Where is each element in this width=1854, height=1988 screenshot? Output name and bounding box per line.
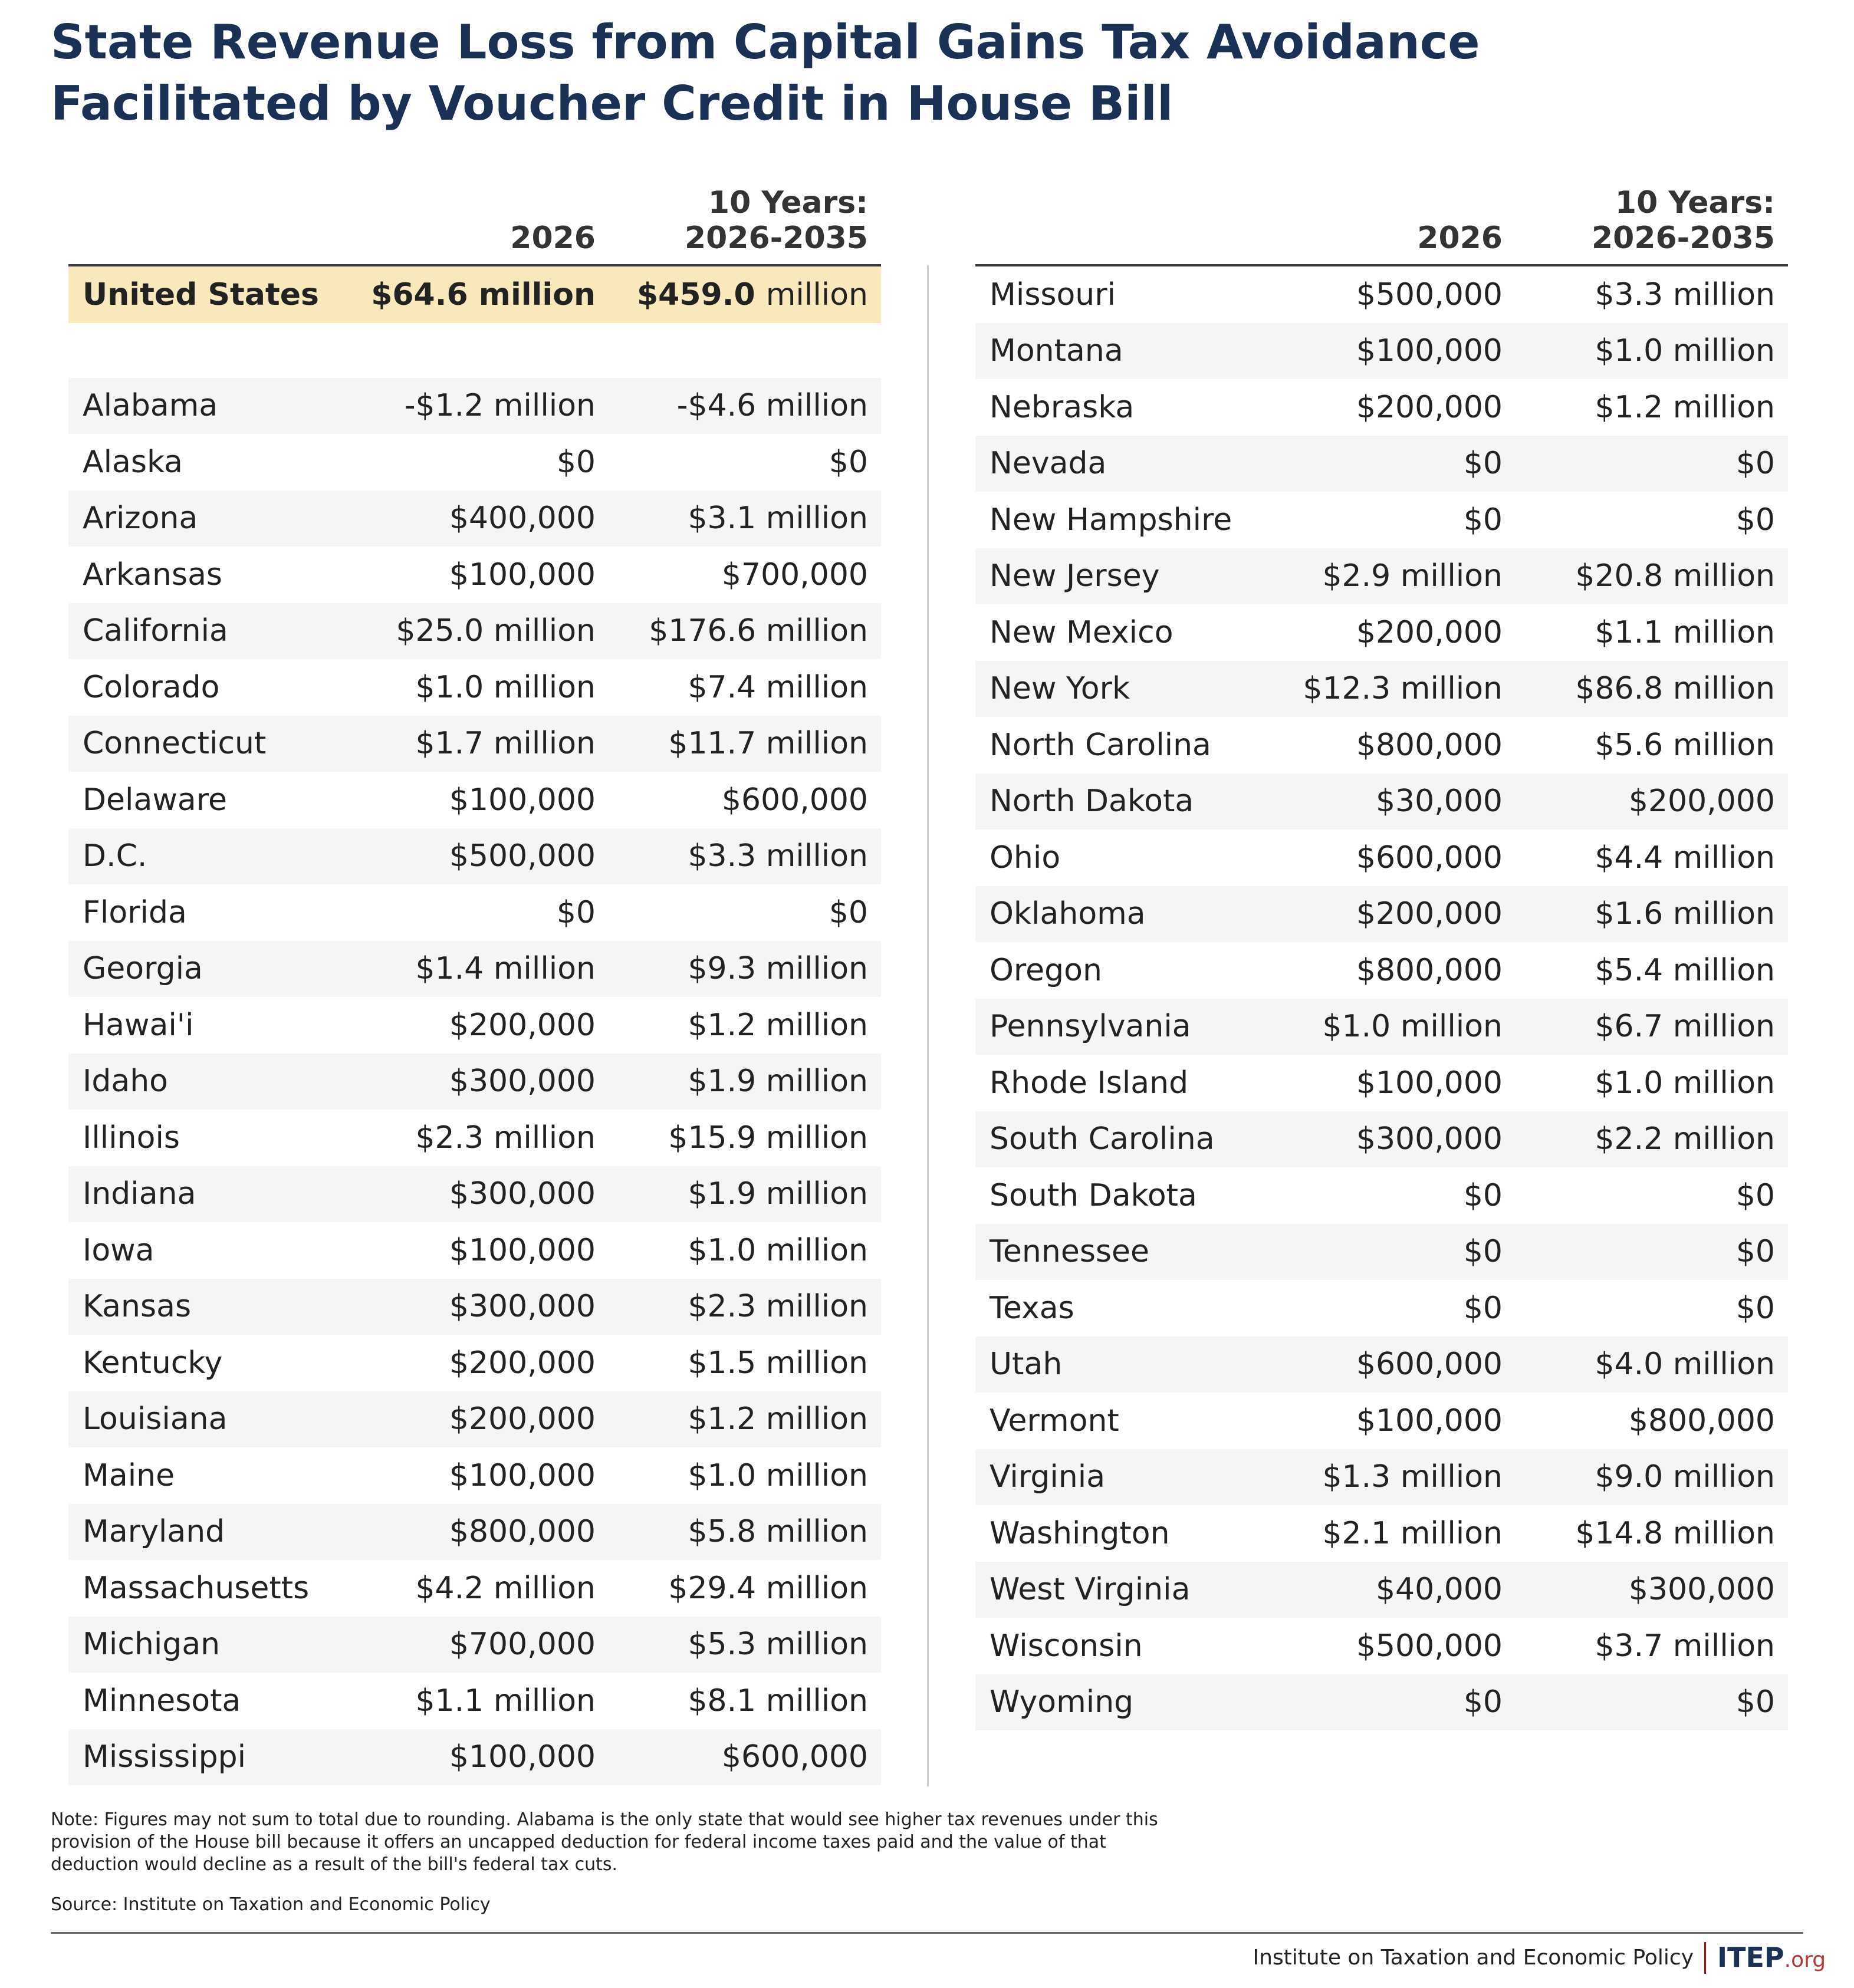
value-10-years: $1.2 million: [688, 1401, 868, 1437]
state-name: Hawai'i: [83, 1007, 194, 1043]
table-row: [975, 323, 1788, 380]
value-10-years: $0: [829, 894, 868, 930]
table-row: [68, 1560, 881, 1617]
state-name: Nebraska: [990, 389, 1135, 425]
value-2026: $400,000: [449, 501, 596, 537]
total-row-united-states: [68, 266, 881, 323]
state-name: New Mexico: [990, 614, 1173, 650]
table-row: [68, 659, 881, 716]
value-10-years: $1.0 million: [1595, 333, 1775, 369]
state-name: California: [83, 613, 228, 649]
state-name: Idaho: [83, 1064, 168, 1100]
value-2026: $300,000: [449, 1289, 596, 1325]
table-spacer: [68, 323, 881, 378]
value-10-years: $0: [1735, 1177, 1775, 1213]
value-10-years: $1.2 million: [1595, 389, 1775, 425]
value-2026: $4.2 million: [415, 1570, 596, 1606]
right-table: [975, 177, 1788, 1730]
value-10-years: $1.6 million: [1595, 896, 1775, 932]
value-10-years-unit: million: [765, 277, 868, 312]
value-2026: $0: [1463, 1684, 1503, 1720]
state-name: Ohio: [990, 840, 1061, 875]
column-divider: [927, 265, 929, 1786]
value-2026: $64.6 million: [371, 277, 596, 312]
value-2026: $1.3 million: [1322, 1459, 1503, 1495]
table-row: [68, 1222, 881, 1279]
value-10-years: $1.9 million: [688, 1176, 868, 1212]
state-name: New Hampshire: [990, 502, 1232, 538]
value-10-years: $14.8 million: [1575, 1515, 1775, 1551]
value-10-years: $1.9 million: [688, 1064, 868, 1100]
value-2026: $1.7 million: [415, 726, 596, 762]
value-2026: $1.0 million: [415, 669, 596, 705]
title-line-1: State Revenue Loss from Capital Gains Tax Avoidance: [51, 15, 1480, 70]
table-row: [975, 436, 1788, 492]
state-name: Minnesota: [83, 1683, 241, 1719]
value-10-years: $3.7 million: [1595, 1628, 1775, 1664]
state-name: Rhode Island: [990, 1065, 1189, 1101]
state-name: Nevada: [990, 446, 1107, 482]
state-name: Washington: [990, 1515, 1170, 1551]
state-name: Illinois: [83, 1120, 180, 1156]
state-name: New Jersey: [990, 558, 1160, 594]
state-name: Mississippi: [83, 1739, 246, 1775]
value-2026: $800,000: [449, 1514, 596, 1550]
value-2026: $12.3 million: [1303, 671, 1503, 707]
state-name: Georgia: [83, 951, 203, 987]
column-header-10-years: [685, 185, 868, 256]
state-name: Massachusetts: [83, 1570, 310, 1606]
value-10-years: $600,000: [721, 1739, 868, 1775]
logo-suffix: .org: [1784, 1948, 1826, 1972]
value-10-years: $2.2 million: [1595, 1121, 1775, 1157]
state-name: Maryland: [83, 1514, 225, 1550]
value-2026: $600,000: [1356, 1347, 1503, 1383]
value-2026: $100,000: [1356, 333, 1503, 369]
table-row: [68, 1279, 881, 1335]
state-name: Tennessee: [990, 1234, 1149, 1270]
value-10-years: $7.4 million: [688, 669, 868, 705]
table-row: [68, 378, 881, 435]
value-2026: $2.1 million: [1322, 1515, 1503, 1551]
value-10-years: $1.0 million: [688, 1232, 868, 1268]
value-2026: $100,000: [449, 557, 596, 593]
left-table: [68, 177, 881, 1785]
state-name: Iowa: [83, 1232, 154, 1268]
column-header: [975, 177, 1788, 264]
table-row: [68, 434, 881, 491]
footer-separator: [1704, 1942, 1706, 1974]
title-line-2: Facilitated by Voucher Credit in House Bill: [51, 76, 1173, 131]
state-name: Maine: [83, 1457, 175, 1493]
value-10-years: $3.1 million: [688, 501, 868, 537]
value-10-years: $0: [1735, 446, 1775, 482]
table-row: [975, 774, 1788, 830]
state-name: Missouri: [990, 277, 1116, 312]
table-row: [68, 1110, 881, 1166]
value-2026: $0: [1463, 1290, 1503, 1326]
value-2026: $2.9 million: [1322, 558, 1503, 594]
state-name: Montana: [990, 333, 1123, 369]
table-row: [68, 941, 881, 998]
value-10-years: $29.4 million: [668, 1570, 868, 1606]
state-name: Florida: [83, 894, 187, 930]
value-2026: $700,000: [449, 1627, 596, 1663]
value-2026: $100,000: [449, 1232, 596, 1268]
value-10-years: $176.6 million: [649, 613, 868, 649]
table-row: [975, 266, 1788, 323]
column-header-10-years-line2: 2026-2035: [1591, 220, 1775, 256]
value-2026: $100,000: [449, 782, 596, 818]
footer-rule: [51, 1932, 1803, 1934]
value-10-years: $1.0 million: [1595, 1065, 1775, 1101]
value-10-years: $3.3 million: [1595, 277, 1775, 312]
right-rows: [975, 266, 1788, 1730]
table-row: [68, 1335, 881, 1391]
state-name: Arizona: [83, 501, 198, 537]
value-2026: $500,000: [1356, 1628, 1503, 1664]
value-10-years: $5.3 million: [688, 1627, 868, 1663]
table-row: [975, 1674, 1788, 1731]
value-2026: $0: [556, 894, 596, 930]
value-10-years: $6.7 million: [1595, 1009, 1775, 1045]
table-row: [975, 1449, 1788, 1506]
value-2026: $40,000: [1375, 1572, 1503, 1608]
value-2026: $200,000: [1356, 896, 1503, 932]
table-row: [975, 492, 1788, 548]
table-row: [975, 1280, 1788, 1337]
table-row: [975, 1337, 1788, 1393]
value-2026: $0: [556, 444, 596, 480]
state-name: Pennsylvania: [990, 1009, 1191, 1045]
value-2026: $0: [1463, 1177, 1503, 1213]
itep-logo: [1717, 1940, 1826, 1978]
footer-org-name: Institute on Taxation and Economic Policy: [1253, 1946, 1694, 1970]
state-name: Virginia: [990, 1459, 1106, 1495]
value-2026: $100,000: [1356, 1065, 1503, 1101]
state-name: Oregon: [990, 952, 1102, 988]
table-row: [975, 1393, 1788, 1449]
value-2026: $0: [1463, 502, 1503, 538]
table-row: [975, 830, 1788, 886]
value-10-years: $15.9 million: [668, 1120, 868, 1156]
column-header-10-years-line2: 2026-2035: [684, 220, 868, 256]
value-10-years: $0: [1735, 502, 1775, 538]
value-10-years: $1.0 million: [688, 1457, 868, 1493]
column-header-10-years-line1: 10 Years:: [1615, 185, 1775, 220]
state-name: Louisiana: [83, 1401, 228, 1437]
table-row: [975, 1618, 1788, 1674]
value-2026: $30,000: [1375, 784, 1503, 819]
table-row: [68, 1504, 881, 1561]
value-2026: $300,000: [449, 1176, 596, 1212]
table-row: [975, 1562, 1788, 1618]
state-name: Connecticut: [83, 726, 267, 762]
value-2026: $25.0 million: [396, 613, 596, 649]
state-name: Indiana: [83, 1176, 196, 1212]
table-row: [68, 1166, 881, 1223]
state-name: West Virginia: [990, 1572, 1191, 1608]
value-10-years: $9.3 million: [688, 951, 868, 987]
value-2026: $200,000: [1356, 389, 1503, 425]
state-name: Kentucky: [83, 1345, 223, 1381]
table-row: [68, 772, 881, 828]
state-name: D.C.: [83, 838, 147, 874]
value-10-years: $5.6 million: [1595, 727, 1775, 763]
table-row: [975, 1224, 1788, 1281]
table-row: [68, 884, 881, 941]
table-row: [68, 716, 881, 772]
value-10-years: $86.8 million: [1575, 671, 1775, 707]
value-10-years: $4.4 million: [1595, 840, 1775, 875]
value-2026: $0: [1463, 446, 1503, 482]
table-row: [68, 1729, 881, 1786]
value-10-years-number: $459.0: [637, 277, 755, 312]
value-10-years: $20.8 million: [1575, 558, 1775, 594]
state-name: New York: [990, 671, 1130, 707]
value-10-years: $1.1 million: [1595, 614, 1775, 650]
value-10-years: $2.3 million: [688, 1289, 868, 1325]
value-2026: $100,000: [1356, 1403, 1503, 1439]
value-10-years: [637, 277, 868, 312]
state-name: Oklahoma: [990, 896, 1146, 932]
table-row: [68, 603, 881, 660]
value-2026: $200,000: [449, 1345, 596, 1381]
table-row: [975, 379, 1788, 436]
table-row: [68, 1054, 881, 1110]
table-row: [975, 886, 1788, 943]
value-10-years: $300,000: [1628, 1572, 1775, 1608]
value-10-years: $700,000: [721, 557, 868, 593]
state-name: Wisconsin: [990, 1628, 1143, 1664]
table-row: [975, 942, 1788, 999]
value-2026: $100,000: [449, 1739, 596, 1775]
value-2026: $1.0 million: [1322, 1009, 1503, 1045]
value-10-years: $600,000: [721, 782, 868, 818]
value-10-years: $800,000: [1628, 1403, 1775, 1439]
left-rows: [68, 378, 881, 1786]
value-10-years: $4.0 million: [1595, 1347, 1775, 1383]
table-row: [975, 999, 1788, 1055]
column-header-2026: 2026: [510, 220, 596, 256]
table-row: [975, 661, 1788, 717]
value-10-years: $200,000: [1628, 784, 1775, 819]
column-header: [68, 177, 881, 264]
value-10-years: $1.2 million: [688, 1007, 868, 1043]
table-row: [68, 491, 881, 547]
state-name: Vermont: [990, 1403, 1119, 1439]
state-name: South Dakota: [990, 1177, 1197, 1213]
value-2026: $600,000: [1356, 840, 1503, 875]
value-2026: $300,000: [1356, 1121, 1503, 1157]
state-name: Delaware: [83, 782, 227, 818]
value-10-years: $0: [1735, 1290, 1775, 1326]
value-10-years: -$4.6 million: [676, 388, 868, 424]
logo-main: ITEP: [1717, 1941, 1784, 1973]
state-name: Utah: [990, 1347, 1063, 1383]
state-name: Alaska: [83, 444, 183, 480]
value-2026: $200,000: [449, 1401, 596, 1437]
state-name: Alabama: [83, 388, 218, 424]
column-header-10-years: [1592, 185, 1775, 256]
source-note: Source: Institute on Taxation and Economic Policy: [51, 1894, 491, 1915]
table-row: [975, 1505, 1788, 1562]
value-2026: $800,000: [1356, 952, 1503, 988]
footnote: Note: Figures may not sum to total due to rounding. Alabama is the only state that would see higher tax revenues under this provision of the House bill because it offers an uncapped deduction for federal income taxes paid and the value of that deduction would decline as a result of the bill's federal tax cuts.: [51, 1809, 1158, 1875]
table-row: [975, 604, 1788, 661]
table-row: [68, 1391, 881, 1448]
state-name: Colorado: [83, 669, 220, 705]
state-name: North Carolina: [990, 727, 1211, 763]
value-2026: $1.4 million: [415, 951, 596, 987]
value-2026: $200,000: [449, 1007, 596, 1043]
value-10-years: $9.0 million: [1595, 1459, 1775, 1495]
state-name: Texas: [990, 1290, 1074, 1326]
value-2026: $1.1 million: [415, 1683, 596, 1719]
column-header-10-years-line1: 10 Years:: [708, 185, 868, 220]
value-10-years: $1.5 million: [688, 1345, 868, 1381]
table-row: [68, 1673, 881, 1729]
table-row: [68, 997, 881, 1054]
value-10-years: $0: [1735, 1234, 1775, 1270]
column-header-2026: 2026: [1417, 220, 1503, 256]
value-2026: $100,000: [449, 1457, 596, 1493]
table-row: [68, 547, 881, 603]
state-name: Kansas: [83, 1289, 192, 1325]
table-row: [975, 717, 1788, 774]
state-name: North Dakota: [990, 784, 1194, 819]
state-name: United States: [83, 277, 319, 312]
value-2026: $300,000: [449, 1064, 596, 1100]
value-10-years: $11.7 million: [668, 726, 868, 762]
value-2026: $500,000: [449, 838, 596, 874]
state-name: South Carolina: [990, 1121, 1215, 1157]
value-2026: $200,000: [1356, 614, 1503, 650]
value-10-years: $5.8 million: [688, 1514, 868, 1550]
state-name: Michigan: [83, 1627, 221, 1663]
table-row: [68, 828, 881, 885]
value-2026: -$1.2 million: [404, 388, 596, 424]
value-2026: $0: [1463, 1234, 1503, 1270]
value-10-years: $5.4 million: [1595, 952, 1775, 988]
table-row: [975, 1167, 1788, 1224]
value-2026: $2.3 million: [415, 1120, 596, 1156]
value-10-years: $8.1 million: [688, 1683, 868, 1719]
page-title: [51, 12, 1761, 134]
table-row: [68, 1617, 881, 1673]
value-10-years: $3.3 million: [688, 838, 868, 874]
state-name: Wyoming: [990, 1684, 1134, 1720]
value-10-years: $0: [829, 444, 868, 480]
table-row: [975, 548, 1788, 605]
table-row: [975, 1055, 1788, 1111]
value-2026: $500,000: [1356, 277, 1503, 312]
value-2026: $800,000: [1356, 727, 1503, 763]
value-10-years: $0: [1735, 1684, 1775, 1720]
state-name: Arkansas: [83, 557, 223, 593]
table-row: [975, 1111, 1788, 1168]
table-row: [68, 1447, 881, 1504]
